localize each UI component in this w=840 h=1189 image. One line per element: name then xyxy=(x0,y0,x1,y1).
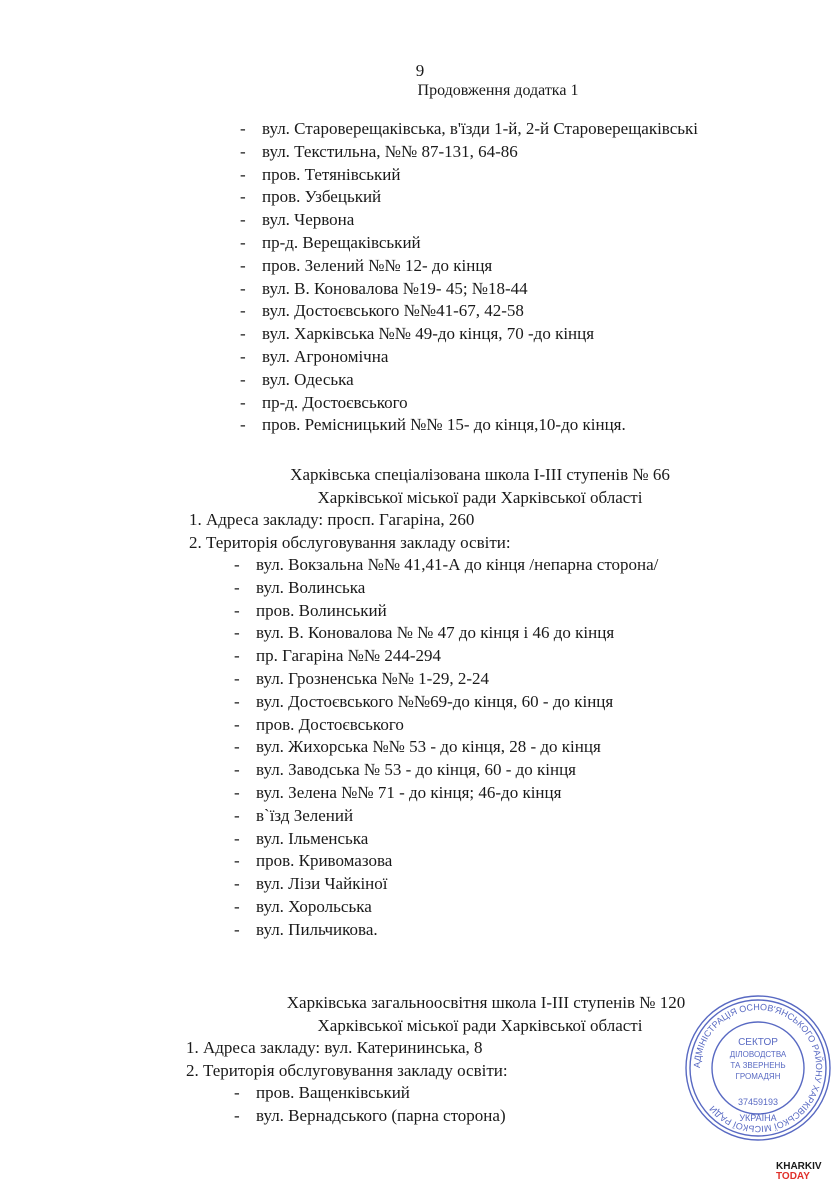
bullet-dash: - xyxy=(240,210,246,230)
bullet-dash: - xyxy=(240,187,246,207)
list-item: - вул. Пильчикова. xyxy=(234,919,658,942)
bullet-dash: - xyxy=(234,782,240,802)
bullet-dash: - xyxy=(234,714,240,734)
bullet-dash: - xyxy=(240,369,246,389)
bullet-dash: - xyxy=(234,1105,240,1125)
bullet-dash: - xyxy=(234,668,240,688)
bullet-dash: - xyxy=(234,896,240,916)
school-120-address: 1. Адреса закладу: вул. Катерининська, 8 xyxy=(186,1038,483,1057)
bullet-dash: - xyxy=(234,760,240,780)
list-item: - пров. Волинський xyxy=(234,600,658,623)
list-item: - пров. Узбецький xyxy=(240,186,698,209)
street-list-1 xyxy=(240,118,698,437)
list-item: - вул. Текстильна, №№ 87-131, 64-86 xyxy=(240,141,698,164)
bullet-dash: - xyxy=(234,600,240,620)
list-item: - вул. Жихорська №№ 53 - до кінця, 28 - до кінця xyxy=(234,736,658,759)
kharkiv-today-logo: KHARKIV TODAY xyxy=(776,1161,822,1182)
bullet-dash: - xyxy=(234,555,240,574)
list-item: - вул. В. Коновалова №19- 45; №18-44 xyxy=(240,278,698,301)
bullet-dash: - xyxy=(234,577,240,597)
school-66-title-line2: Харківської міської ради Харківської області xyxy=(317,488,643,507)
list-item: - пр-д. Достоєвського xyxy=(240,392,698,415)
bullet-dash: - xyxy=(240,392,246,412)
stamp-ring-text: АДМІНІСТРАЦІЯ ОСНОВ'ЯНСЬКОГО РАЙОНУ ХАРКІВСЬКОЇ МІСЬКОЇ РАДИ xyxy=(691,1001,825,1135)
bullet-dash: - xyxy=(240,346,246,366)
stamp-code: 37459193 xyxy=(737,1097,779,1107)
bullet-dash: - xyxy=(234,646,240,666)
bullet-dash: - xyxy=(234,737,240,757)
list-item: - вул. Одеська xyxy=(240,369,698,392)
bullet-dash: - xyxy=(234,691,240,711)
bullet-dash: - xyxy=(240,232,246,252)
list-item: - пров. Достоєвського xyxy=(234,714,658,737)
school-120-title-line2: Харківської міської ради Харківської області xyxy=(317,1016,643,1035)
list-item: - пр. Гагаріна №№ 244-294 xyxy=(234,645,658,668)
bullet-dash: - xyxy=(240,278,246,298)
bullet-dash: - xyxy=(234,919,240,939)
list-item: - вул. Заводська № 53 - до кінця, 60 - до кінця xyxy=(234,759,658,782)
bullet-dash: - xyxy=(240,415,246,435)
list-item: - вул. Ільменська xyxy=(234,828,658,851)
bullet-dash: - xyxy=(240,164,246,184)
list-item: - пров. Кривомазова xyxy=(234,850,658,873)
list-item: - вул. В. Коновалова № № 47 до кінця і 46 до кінця xyxy=(234,622,658,645)
school-66-address: 1. Адреса закладу: просп. Гагаріна, 260 xyxy=(189,510,475,529)
page-number: 9 xyxy=(415,61,425,80)
list-item: - пров. Ремісницький №№ 15- до кінця,10-до кінця. xyxy=(240,414,698,437)
bullet-dash: - xyxy=(240,119,246,138)
bullet-dash: - xyxy=(234,828,240,848)
list-item: - вул. Достоєвського №№41-67, 42-58 xyxy=(240,300,698,323)
stamp-country: УКРАЇНА xyxy=(739,1113,777,1123)
list-item: - в`їзд Зелений xyxy=(234,805,658,828)
list-item: - вул. Достоєвського №№69-до кінця, 60 - до кінця xyxy=(234,691,658,714)
street-list-school-120 xyxy=(234,1082,506,1128)
school-66-territory: 2. Територія обслуговування закладу освіти: xyxy=(189,533,511,552)
list-item: - вул. Агрономічна xyxy=(240,346,698,369)
list-item: - вул. Грозненська №№ 1-29, 2-24 xyxy=(234,668,658,691)
bullet-dash: - xyxy=(240,301,246,321)
bullet-dash: - xyxy=(234,874,240,894)
stamp-line-1: СЕКТОР xyxy=(738,1037,778,1048)
list-item: - пров. Ващенківський xyxy=(234,1082,506,1105)
bullet-dash: - xyxy=(234,851,240,871)
bullet-dash: - xyxy=(234,805,240,825)
bullet-dash: - xyxy=(234,623,240,643)
list-item: - вул. Зелена №№ 71 - до кінця; 46-до кінця xyxy=(234,782,658,805)
list-item: - пр-д. Верещаківський xyxy=(240,232,698,255)
list-item: - вул. Староверещаківська, в'їзди 1-й, 2-й Староверещаківські xyxy=(240,118,698,141)
list-item: - пров. Тетянівський xyxy=(240,164,698,187)
school-120-territory: 2. Територія обслуговування закладу освіти: xyxy=(186,1061,508,1080)
list-item: - вул. Вернадського (парна сторона) xyxy=(234,1105,506,1128)
street-list-school-66 xyxy=(234,554,658,942)
bullet-dash: - xyxy=(240,255,246,275)
list-item: - пров. Зелений №№ 12- до кінця xyxy=(240,255,698,278)
list-item: - вул. Хорольська xyxy=(234,896,658,919)
list-item: - вул. Лізи Чайкіної xyxy=(234,873,658,896)
list-item: - вул. Червона xyxy=(240,209,698,232)
continuation-title: Продовження додатка 1 xyxy=(417,82,579,99)
stamp-line-2: ДІЛОВОДСТВА xyxy=(729,1050,787,1059)
stamp-line-3: ТА ЗВЕРНЕНЬ xyxy=(730,1061,786,1070)
list-item: - вул. Харківська №№ 49-до кінця, 70 -до кінця xyxy=(240,323,698,346)
list-item: - вул. Волинська xyxy=(234,577,658,600)
bullet-dash: - xyxy=(240,324,246,344)
school-120-title-line1: Харківська загальноосвітня школа I-III ступенів № 120 xyxy=(286,993,686,1012)
bullet-dash: - xyxy=(234,1083,240,1102)
stamp-line-4: ГРОМАДЯН xyxy=(735,1072,781,1081)
bullet-dash: - xyxy=(240,141,246,161)
list-item: - вул. Вокзальна №№ 41,41-А до кінця /непарна сторона/ xyxy=(234,554,658,577)
official-stamp xyxy=(683,993,833,1143)
school-66-title-line1: Харківська спеціалізована школа I-III ступенів № 66 xyxy=(290,465,670,484)
